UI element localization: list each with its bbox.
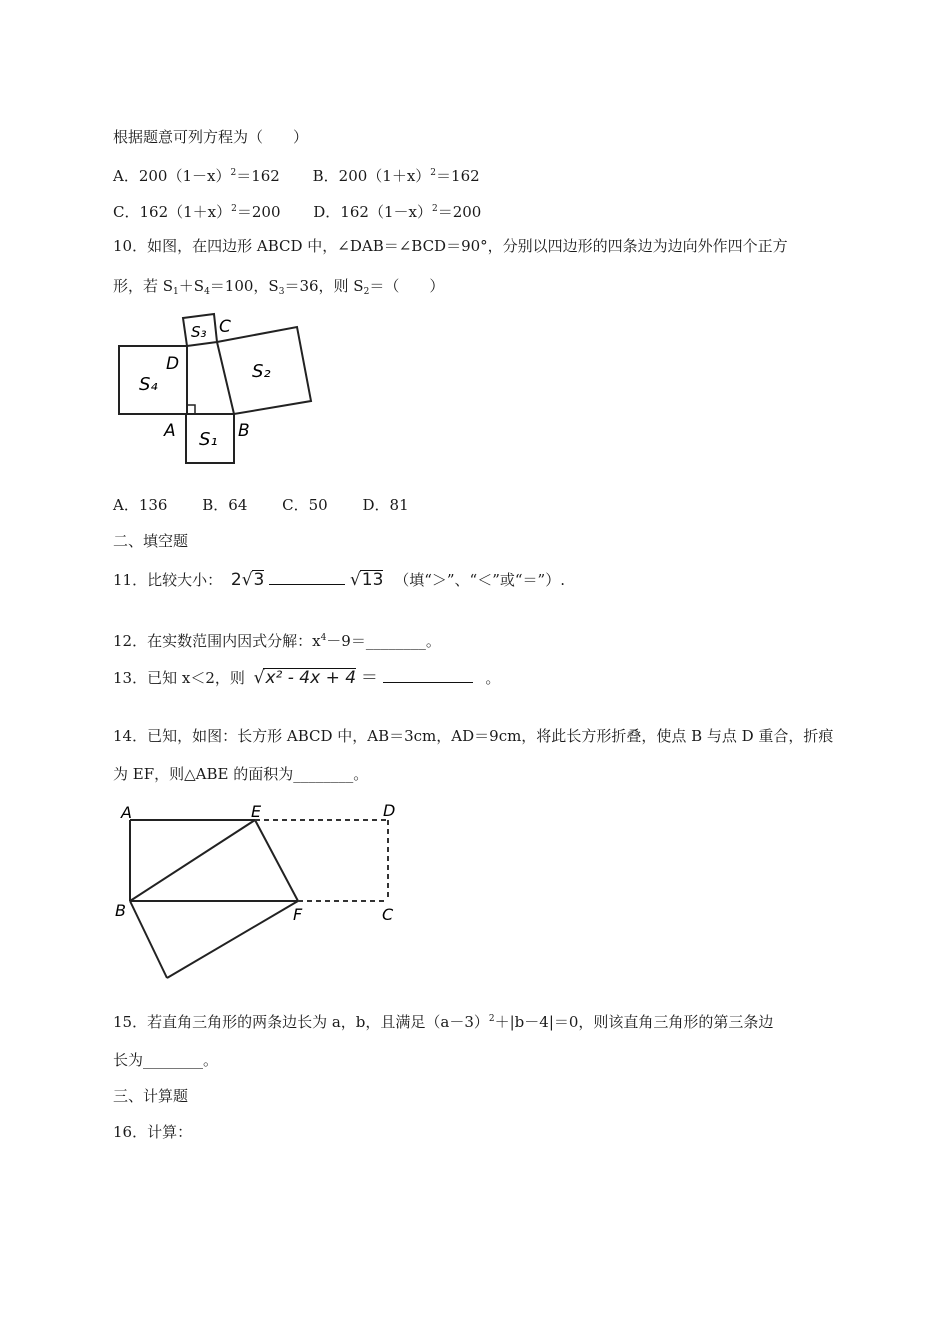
right-angle-mark bbox=[187, 405, 195, 414]
segment-be bbox=[130, 820, 255, 901]
q10-option-c: C．50 bbox=[282, 496, 328, 514]
q14-figure bbox=[110, 798, 410, 986]
label-c: C bbox=[382, 905, 394, 924]
q13-radical-expr: √x² - 4x + 4 bbox=[253, 668, 357, 688]
q9-options-row2 bbox=[113, 199, 481, 222]
q13: 13．已知 x＜2，则 √x² - 4x + 4 ＝ 。 bbox=[113, 668, 501, 688]
q10-line1: 10．如图，在四边形 ABCD 中，∠DAB＝∠BCD＝90°，分别以四边形的四条边为边向外作四个正方 bbox=[113, 237, 788, 255]
q15-line1: 15．若直角三角形的两条边长为 a，b，且满足$(a-3)^2+|b-4|=0$，则该直角三角形的第三条边 bbox=[113, 1013, 774, 1031]
q9-option-c: C．$162(1+x)^2=200$ bbox=[113, 203, 281, 221]
q9-option-d: D．$162(1-x)^2=200$ bbox=[313, 203, 482, 221]
q9-option-a: A．$200(1-x)^2=162$ bbox=[113, 167, 280, 185]
label-s1: S₁ bbox=[199, 429, 218, 450]
label-d: D bbox=[166, 354, 180, 374]
q14-line1: 14．已知，如图：长方形 ABCD 中，AB＝3cm，AD＝9cm，将此长方形折叠，使点 B 与点 D 重合，折痕 bbox=[113, 727, 834, 745]
label-c: C bbox=[219, 317, 231, 337]
q16: 16．计算： bbox=[113, 1123, 193, 1141]
q9-option-b: B．$200(1+x)^2=162$ bbox=[312, 167, 480, 185]
section-fill-in: 二、填空题 bbox=[113, 532, 189, 550]
label-a: A bbox=[121, 803, 132, 822]
segment-folded-bottom bbox=[167, 901, 298, 978]
q10-option-d: D．81 bbox=[362, 496, 409, 514]
q13-answer-blank bbox=[383, 668, 473, 683]
label-s2: S₂ bbox=[252, 361, 271, 382]
q14-line2: 为 EF，则△ABE 的面积为________。 bbox=[113, 765, 369, 783]
label-b: B bbox=[115, 901, 126, 920]
q10-option-b: B．64 bbox=[202, 496, 248, 514]
q9-stem: 根据题意可列方程为（ ） bbox=[113, 128, 309, 146]
q10-options bbox=[113, 495, 409, 515]
q10-figure bbox=[110, 308, 320, 468]
segment-folded-left bbox=[130, 901, 167, 978]
label-s3: S₃ bbox=[191, 323, 207, 341]
q11-left-expr: 2√3 bbox=[230, 570, 265, 590]
label-s4: S₄ bbox=[139, 374, 158, 395]
label-b: B bbox=[238, 421, 250, 441]
label-d: D bbox=[383, 801, 396, 820]
q12: 12．在实数范围内因式分解：$x^4-9=\_\_\_\_\_\_\_\_$。 bbox=[113, 632, 441, 650]
q10-option-a: A．136 bbox=[113, 496, 168, 514]
q11-right-expr: √13 bbox=[349, 570, 384, 590]
q15-line2: 长为________。 bbox=[113, 1051, 219, 1069]
q9-options-row1 bbox=[113, 163, 480, 186]
label-f: F bbox=[293, 905, 303, 924]
label-e: E bbox=[251, 802, 262, 821]
segment-ef bbox=[255, 820, 298, 901]
q11-answer-blank bbox=[269, 570, 345, 585]
q11: 11．比较大小： 2√3 √13 （填“＞”、“＜”或“＝”）. bbox=[113, 570, 565, 590]
q10-line2: 形，若 $S_1+S_4=100$，$S_3=36$，则 $S_2=$（ ） bbox=[113, 277, 445, 297]
label-a: A bbox=[164, 421, 176, 441]
section-calculation: 三、计算题 bbox=[113, 1087, 189, 1105]
